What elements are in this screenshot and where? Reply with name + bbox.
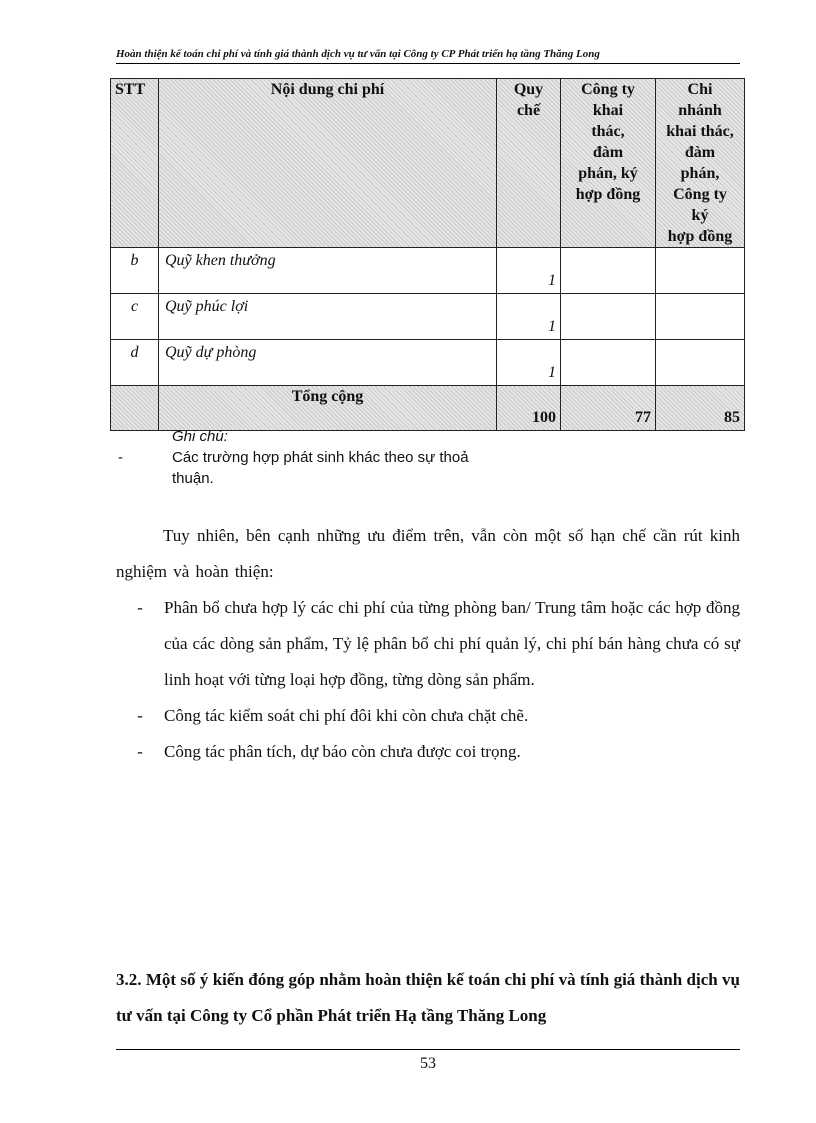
bullet-dash: - — [137, 706, 143, 725]
body-paragraph: Tuy nhiên, bên cạnh những ưu điểm trên, vẫn còn một số hạn chế cần rút kinh nghiệm và hoàn thiện: — [116, 526, 740, 581]
list-item — [116, 590, 740, 698]
row-content: Quỹ phúc lợi — [159, 294, 497, 340]
row-stt: c — [111, 294, 159, 340]
note-item — [118, 447, 498, 489]
body-text — [116, 518, 740, 770]
page-number: 53 — [420, 1055, 436, 1072]
row-content: Quỹ khen thưởng — [159, 248, 497, 294]
table-row — [111, 248, 745, 294]
note-text: Các trường hợp phát sinh khác theo sự thoả thuận. — [172, 449, 469, 487]
footer-divider — [116, 1049, 740, 1050]
running-header: Hoàn thiện kế toán chi phí và tính giá thành dịch vụ tư vấn tại Công ty CP Phát triển hạ tầng Thăng Long — [116, 48, 740, 64]
column-header-company: Công ty khai thác, đàm phán, ký hợp đồng — [561, 79, 656, 248]
note-title: Ghi chú: — [172, 428, 228, 445]
column-header-regulation: Quy chế — [497, 79, 561, 248]
bullet-text: Phân bổ chưa hợp lý các chi phí của từng phòng ban/ Trung tâm hoặc các hợp đồng của các dòng sản phẩm, Tỷ lệ phân bổ chi phí quản lý, chi phí bán hàng chưa có sự linh hoạt với từng loại hợp đồng, từng dòng sản phẩm. — [164, 598, 740, 689]
row-branch — [656, 248, 745, 294]
row-regulation: 1 — [497, 248, 561, 294]
section-heading: 3.2. Một số ý kiến đóng góp nhằm hoàn thiện kế toán chi phí và tính giá thành dịch vụ tư vấn tại Công ty Cổ phần Phát triển Hạ tầng Thăng Long — [116, 970, 740, 1025]
column-header-content: Nội dung chi phí — [159, 79, 497, 248]
row-company — [561, 294, 656, 340]
cost-allocation-table — [110, 78, 745, 431]
row-regulation: 1 — [497, 340, 561, 386]
total-label: Tổng cộng — [159, 386, 497, 431]
bullet-dash: - — [137, 598, 143, 617]
column-header-stt: STT — [111, 79, 159, 248]
row-branch — [656, 340, 745, 386]
row-regulation: 1 — [497, 294, 561, 340]
list-item — [116, 734, 740, 770]
table-row — [111, 294, 745, 340]
row-stt: b — [111, 248, 159, 294]
table-row — [111, 340, 745, 386]
row-branch — [656, 294, 745, 340]
total-row — [111, 386, 745, 431]
list-item — [116, 698, 740, 734]
row-stt: d — [111, 340, 159, 386]
note-block — [118, 426, 498, 489]
column-header-branch: Chi nhánh khai thác, đàm phán, Công ty ký hợp đồng — [656, 79, 745, 248]
total-stt-cell — [111, 386, 159, 431]
row-content: Quỹ dự phòng — [159, 340, 497, 386]
bullet-dash: - — [137, 742, 143, 761]
total-regulation: 100 — [497, 386, 561, 431]
row-company — [561, 248, 656, 294]
total-company: 77 — [561, 386, 656, 431]
bullet-text: Công tác kiểm soát chi phí đôi khi còn chưa chặt chẽ. — [164, 706, 529, 725]
note-dash: - — [118, 449, 123, 466]
bullet-text: Công tác phân tích, dự báo còn chưa được coi trọng. — [164, 742, 521, 761]
table-header-row — [111, 79, 745, 248]
row-company — [561, 340, 656, 386]
limitation-list — [116, 590, 740, 770]
total-branch: 85 — [656, 386, 745, 431]
